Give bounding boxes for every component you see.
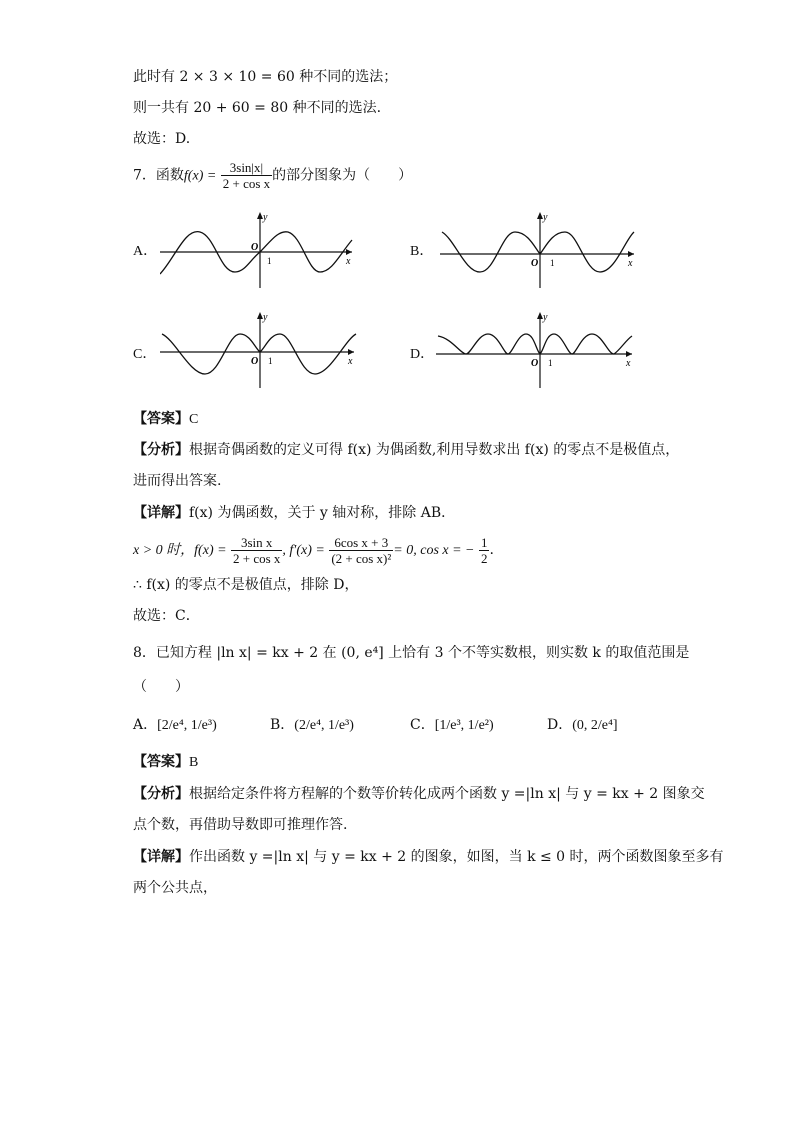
detail-7-choose: 故选：C．	[133, 608, 200, 624]
svg-text:O: O	[251, 242, 259, 253]
answer-7: 【答案】C	[133, 411, 199, 427]
svg-text:1: 1	[268, 356, 273, 366]
text-line: 此时有 2 × 3 × 10 = 60 种不同的选法；	[133, 69, 398, 85]
option-c: C．[1/e³, 1/e²)	[410, 717, 494, 733]
detail-8-line2: 两个公共点，	[133, 880, 217, 896]
option-a-label: A．	[133, 244, 158, 259]
option-b: B．(2/e⁴, 1/e³)	[270, 717, 354, 733]
text-line: 则一共有 20 + 60 = 80 种不同的选法.	[133, 100, 382, 116]
svg-text:x: x	[348, 356, 353, 367]
detail-7-line1: 【详解】f(x) 为偶函数，关于 y 轴对称，排除 AB．	[133, 505, 456, 521]
svg-text:y: y	[263, 212, 268, 223]
fraction-numerator: 3sin|x|	[221, 160, 272, 176]
svg-text:1: 1	[550, 258, 555, 268]
option-a: A．[2/e⁴, 1/e³)	[133, 717, 217, 733]
svg-text:y: y	[543, 312, 548, 323]
question-7-stem: 7．函数f(x) = $\frac{3\sin|x|}{\text{2 + cos x}}$ 的部分图象为（ ）	[133, 160, 413, 191]
detail-7-line3: ∴ f(x) 的零点不是极值点，排除 D，	[133, 577, 359, 593]
analysis-7-line2: 进而得出答案.	[133, 473, 222, 489]
svg-text:1: 1	[267, 256, 272, 266]
svg-text:x: x	[346, 256, 351, 267]
option-d-label: D．	[410, 347, 435, 362]
detail-7-line2: x > 0 时，f(x) = $\frac{\text{3sin x}}{\text{2 + cos x}}$ , f′(x) = $\frac{\text{6cos x + 3}}{\text{(2 + cos x)²}}$ = 0, cos x = − $\frac{1}{2}$ .	[133, 534, 494, 566]
analysis-8-line1: 【分析】根据给定条件将方程解的个数等价转化成两个函数 y =|ln x| 与 y = kx + 2 图象交	[133, 786, 705, 802]
answer-8: 【答案】B	[133, 754, 199, 770]
svg-text:1: 1	[548, 358, 553, 368]
svg-text:y: y	[543, 212, 548, 223]
option-d: D．(0, 2/e⁴]	[547, 717, 618, 733]
svg-text:O: O	[531, 258, 539, 269]
svg-text:O: O	[531, 358, 539, 369]
graph-option-c	[160, 310, 360, 390]
option-b-label: B．	[410, 244, 434, 259]
svg-text:x: x	[628, 258, 633, 269]
analysis-7-line1: 【分析】根据奇偶函数的定义可得 f(x) 为偶函数,利用导数求出 f(x) 的零点不是极值点，	[133, 442, 680, 458]
detail-8-line1: 【详解】作出函数 y =|ln x| 与 y = kx + 2 的图象，如图，当 k ≤ 0 时，两个函数图象至多有	[133, 849, 724, 865]
svg-text:O: O	[251, 356, 259, 367]
svg-text:x: x	[626, 358, 631, 369]
graph-option-d	[436, 310, 636, 390]
question-8-stem: 8．已知方程 |ln x| = kx + 2 在 (0, e⁴] 上恰有 3 个不等实数根，则实数 k 的取值范围是	[133, 645, 690, 661]
question-8-paren: （ ）	[133, 679, 189, 695]
graph-option-b	[440, 210, 640, 290]
analysis-8-line2: 点个数，再借助导数即可推理作答.	[133, 817, 348, 833]
fraction-denominator: 2 + cos x	[222, 176, 271, 191]
text-line: 故选：D.	[133, 131, 191, 147]
option-c-label: C．	[133, 347, 157, 362]
svg-text:y: y	[263, 312, 268, 323]
graph-option-a	[160, 210, 360, 290]
